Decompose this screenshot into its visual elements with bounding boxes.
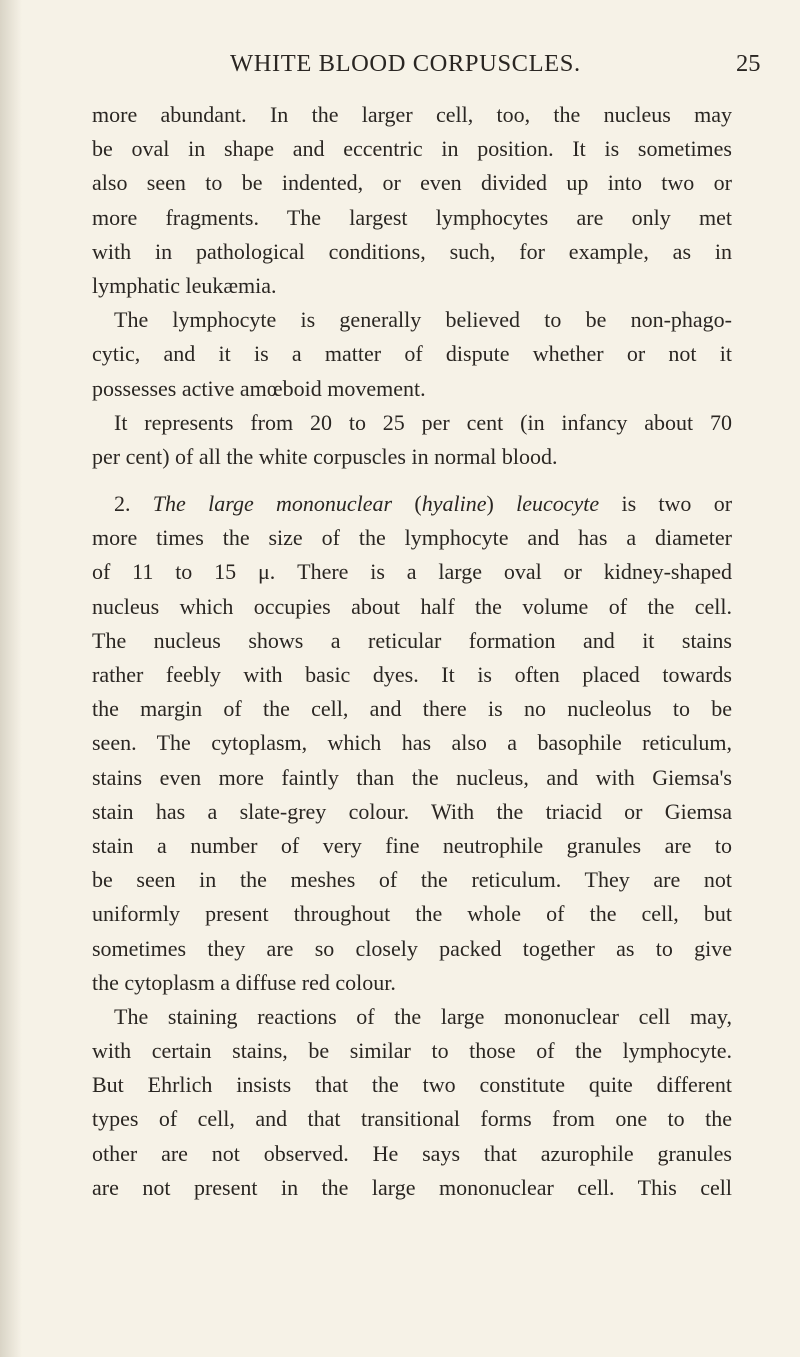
- text-line: with certain stains, be similar to those of the lymphocyte.: [92, 1038, 732, 1064]
- text-line: also seen to be indented, or even divided up into two or: [92, 170, 732, 196]
- paragraph-gap: [92, 474, 732, 487]
- page-number: 25: [736, 50, 761, 77]
- text-line: of 11 to 15 μ. There is a large oval or kidney-shaped: [92, 559, 732, 585]
- paren-open: (: [392, 491, 422, 517]
- text-line: more fragments. The largest lymphocytes are only met: [92, 204, 732, 230]
- paren-close: ): [486, 491, 517, 517]
- text-line: be oval in shape and eccentric in position. It is sometimes: [92, 136, 732, 162]
- running-title: WHITE BLOOD CORPUSCLES.: [230, 50, 581, 77]
- alt-term: hyaline: [421, 491, 487, 517]
- text-line: be seen in the meshes of the reticulum. They are not: [92, 867, 732, 893]
- paragraph-3: [92, 406, 732, 474]
- text-line: rather feebly with basic dyes. It is often placed towards: [92, 662, 732, 687]
- text-line: seen. The cytoplasm, which has also a basophile reticulum,: [92, 730, 732, 756]
- text-line: The staining reactions of the large mononuclear cell may,: [114, 1003, 732, 1029]
- text-line: cytic, and it is a matter of dispute whether or not it: [92, 341, 732, 367]
- body-text: [92, 98, 732, 1205]
- text-line: the margin of the cell, and there is no nucleolus to be: [92, 696, 732, 722]
- text-line: with in pathological conditions, such, for example, as in: [92, 238, 732, 264]
- text-line: stains even more faintly than the nucleus, and with Giemsa's: [92, 764, 732, 790]
- text-line: sometimes they are so closely packed together as to give: [92, 935, 732, 961]
- text-line: uniformly present throughout the whole of the cell, but: [92, 901, 732, 927]
- text-line: the cytoplasm a diffuse red colour.: [92, 969, 396, 995]
- paragraph-1: [92, 98, 732, 303]
- section-term-2: leucocyte: [516, 491, 600, 517]
- text-line: The lymphocyte is generally believed to be non-phago-: [114, 307, 732, 333]
- text-line: nucleus which occupies about half the volume of the cell.: [92, 593, 732, 619]
- text-line: But Ehrlich insists that the two constitute quite different: [92, 1072, 732, 1098]
- running-head: [92, 50, 760, 82]
- section-term: The large mononuclear: [152, 491, 393, 517]
- text-line: stain has a slate-grey colour. With the triacid or Giemsa: [92, 798, 732, 824]
- text-line: It represents from 20 to 25 per cent (in infancy about 70: [114, 409, 732, 435]
- page-edge-shadow: [0, 0, 22, 1357]
- paragraph-5: [92, 1000, 732, 1205]
- text-line: types of cell, and that transitional forms from one to the: [92, 1106, 732, 1132]
- text-line: The nucleus shows a reticular formation and it stains: [92, 627, 732, 653]
- paragraph-2: [92, 303, 732, 406]
- section-number: 2.: [114, 491, 153, 517]
- heading-line-rest: is two or: [599, 491, 733, 517]
- text-line: other are not observed. He says that azurophile granules: [92, 1140, 732, 1166]
- text-line: stain a number of very fine neutrophile granules are to: [92, 832, 732, 858]
- text-line: lymphatic leukæmia.: [92, 272, 277, 298]
- paragraph-4: [92, 487, 732, 1000]
- section-heading-line: [92, 487, 732, 521]
- text-line: per cent) of all the white corpuscles in normal blood.: [92, 443, 558, 469]
- text-line: possesses active amœboid movement.: [92, 375, 426, 401]
- text-line: more abundant. In the larger cell, too, the nucleus may: [92, 102, 732, 127]
- text-line: are not present in the large mononuclear cell. This cell: [92, 1174, 732, 1200]
- text-line: more times the size of the lymphocyte and has a diameter: [92, 525, 732, 551]
